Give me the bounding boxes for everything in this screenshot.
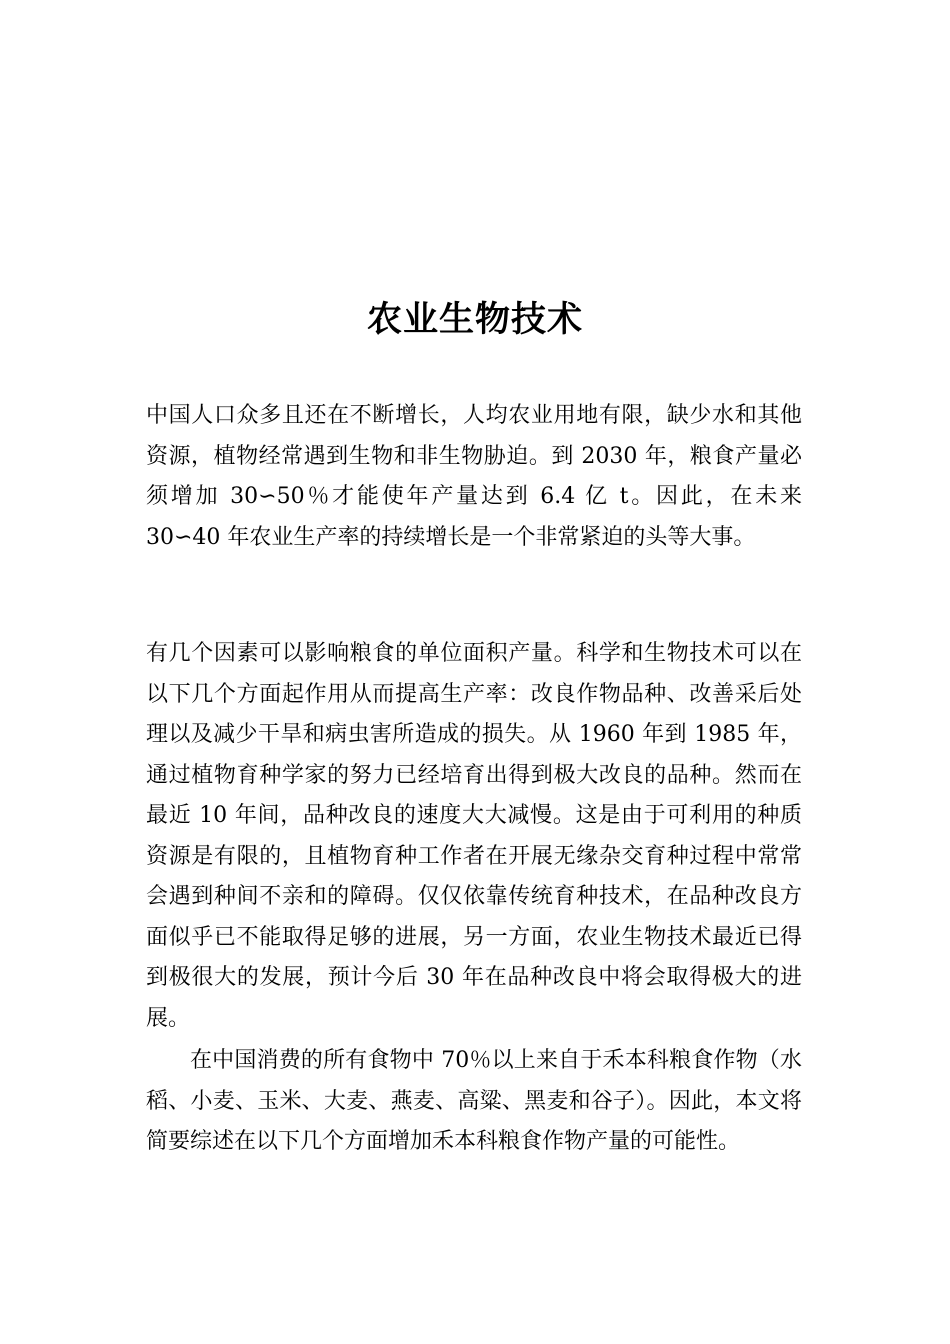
paragraph-3: 在中国消费的所有食物中 70％以上来自于禾本科粮食作物（水稻、小麦、玉米、大麦、燕麦、高粱、黑麦和谷子）。因此，本文将简要综述在以下几个方面增加禾本科粮食作物产量的可能性。 (146, 1048, 802, 1154)
paragraph-2: 有几个因素可以影响粮食的单位面积产量。科学和生物技术可以在以下几个方面起作用从而提高生产率：改良作物品种、改善采后处理以及减少干旱和病虫害所造成的损失。从 1960 年到 1985 年，通过植物育种学家的努力已经培育出得到极大改良的品种。然而在最近 10 年间，品种改良的速度大大减慢。这是由于可利用的种质资源是有限的，且植物育种工作者在开展无缘杂交育种过程中常常会遇到种间不亲和的障碍。仅仅依靠传统育种技术，在品种改良方面似乎已不能取得足够的进展，另一方面，农业生物技术最近已得到极很大的发展，预计今后 30 年在品种改良中将会取得极大的进展。 (146, 641, 802, 1031)
document-title: 农业生物技术 (366, 300, 583, 340)
paragraph-1: 中国人口众多且还在不断增长，人均农业用地有限，缺少水和其他资源，植物经常遇到生物和非生物胁迫。到 2030 年，粮食产量必须增加 30∽50％才能使年产量达到 6.4 亿 t。因此，在未来 30∽40 年农业生产率的持续增长是一个非常紧迫的头等大事。 (146, 403, 802, 550)
